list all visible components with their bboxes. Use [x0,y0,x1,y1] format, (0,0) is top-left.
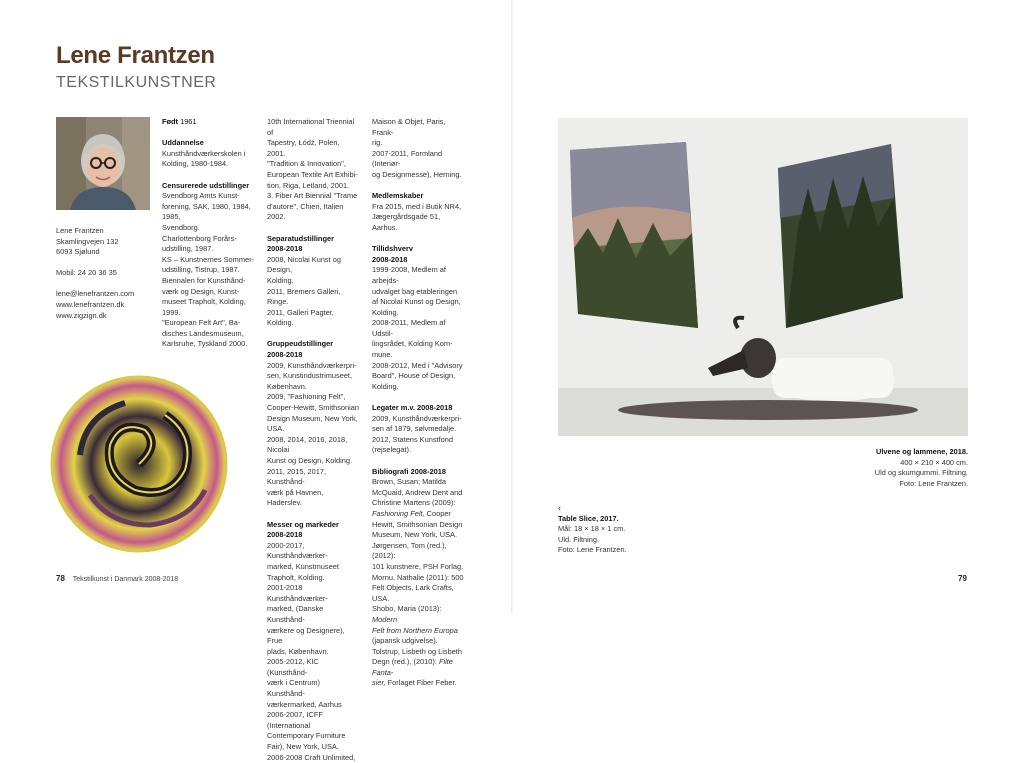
group-exhibitions-heading: Gruppeudstillinger 2008-2018 [267,339,334,360]
positions-heading: Tillidshverv 2008-2018 [372,244,413,264]
positions-text: 1999-2008, Medlem af arbejds- udvalget bag etableringen af Nicolai Kunst og Design, Kolding. 2008-2011, Medlem af Udstil- lingsrådet, Kolding Kom- mune. 2008-2012, Med i "Advisory Board", House of Design, Kolding. [372,265,463,391]
contact-block [56,226,134,321]
contact-name: Lene Frantzen [56,226,104,235]
education-text: Kunsthåndværkerskolen i Kolding, 1980-1984. [162,148,246,169]
fairs-heading: Messer og markeder 2008-2018 [267,519,339,540]
grants-text: 2009, Kunsthåndværkerpri- sen af 1879, sølvmedalje. 2012, Statens Kunstfond (rejselegat). [372,413,462,455]
table-slice-artwork [50,375,228,553]
contact-city: 6093 Sjølund [56,247,100,257]
slice-caption-title: Table Slice, 2017. [558,513,619,523]
artist-portrait [56,117,150,210]
bio-column-2 [267,117,359,763]
fairs-text: 2000-2017, Kunsthåndværker- marked, Kunstmuseet Trapholt, Kolding. 2001-2018 Kunsthåndværker- marked, (Danske Kunsthånd- værkere og Designere), Frue plads, København. 2005-2012, KIC (Kunsthånd- værk i Centrum) Kunsthånd- værkermarked, Aarhus 2006-2007, ICFF (International Contemporary Furniture Fair), New York, USA. 2006-2008 Craft Unlimited, [267,540,356,762]
memberships-text: Fra 2015, med i Butik NR4, Jægergårdsgade 51, Aarhus. [372,201,462,232]
born-line: Født 1961 [162,117,197,126]
censored-exhibitions-heading: Censurerede udstillinger [162,180,250,190]
group-exhibitions-text: 2009, Kunsthåndværkerpri- sen, Kunstindustrimuseet, København. 2009, "Fashioning Felt", Cooper-Hewitt, Smithsonian Design Museum, New York, USA. 2008, 2014, 2016, 2018, Nicolai Kunst og Design, Kolding. 2011, 2015, 2017, Kunsthånd- værk på Havnen, Haderslev. [267,360,360,508]
page-number-right: 79 [958,574,967,583]
photo-credit: FOTO [145,118,150,130]
exhibitions-continued: 10th International Triennial of Tapestry, Łódź, Polen, 2001. "Tradition & Innovation", European Textile Art Exhibi- tion, Riga, Letland, 2001. 3. Fiber Art Biennial "Trame d'autore", Chieri, Italien 2002. [267,117,358,222]
caption-arrow-icon: ‹ [558,503,561,513]
bibliography-heading: Bibliografi 2008-2018 [372,466,446,476]
bio-column-3 [372,117,464,689]
contact-email[interactable]: lene@lenefrantzen.com [56,289,135,299]
bio-column-1 [162,117,254,350]
education-heading: Uddannelse [162,138,204,148]
page-gutter [511,0,513,614]
fairs-continued: Maison & Objet, Paris, Frank- rig. 2007-2011, Formland (Interiør- og Designmesse), Herning. [372,117,462,179]
publication-title: Tekstilkunst i Danmark 2008-2018 [72,576,179,583]
contact-street: Skamlingvejen 132 [56,236,119,246]
page-number-left: 78 [56,574,65,583]
artist-profession: TEKSTILKUNSTNER [56,74,217,91]
contact-web-2[interactable]: www.zigzign.dk [56,310,107,320]
contact-phone: Mobil: 24 20 36 35 [56,268,117,278]
artist-name: Lene Frantzen [56,42,215,69]
footer-left [56,574,178,583]
slice-caption-details: Mål: 18 × 18 × 1 cm. Uld. Filtning. Foto: Lene Frantzen. [558,524,627,555]
grants-heading: Legater m.v. 2008-2018 [372,403,453,413]
main-caption-title: Ulvene og lammene, 2018. [875,447,968,456]
slice-caption [558,503,668,556]
main-photo-caption [858,447,968,489]
bibliography-text: Brown, Susan; Matilda McQuaid, Andrew Dent and Christine Martens (2009): Fashioning Felt, Cooper Hewitt, Smithsonian Design Museum, New York, USA. Jørgensen, Tom (red.), (2012): 101 kunstnere, PSH Forlag. Mornu, Nathalie (2011): 500 Felt Objects, Lark Crafts, USA. Shobo, Maria (2013): Modern Felt from Northern Europa (japansk udgivelse). Tolstrup, Lisbeth og Lisbeth Degn (red.), (2010): Filte Fanta- sier, Forlaget Fiber Feber. [372,477,464,688]
main-caption-details: 400 × 210 × 400 cm. Uld og skumgummi. Filtning. Foto: Lene Frantzen. [874,457,968,488]
censored-exhibitions-text: Svendborg Amts Kunst- forening, SAK, 1980, 1984, 1985, Svendborg. Charlottenborg Forårs- udstilling, 1987. KS – Kunstnernes Sommer- udstilling, Tistrup, 1987. Biennalen for Kunsthånd- værk og Design, Kunst- museet Trapholt, Kolding, 1999. "European Felt Art", Ba- disches Landesmuseum, Karlsruhe, Tyskland 2000. [162,191,255,349]
contact-web-1[interactable]: www.lenefrantzen.dk [56,299,125,309]
exhibition-photo [558,118,968,436]
memberships-heading: Medlemskaber [372,191,424,201]
solo-exhibitions-text: 2008, Nicolai Kunst og Design, Kolding. 2011, Bremers Galleri, Ringe. 2011, Galleri Pagter, Kolding. [267,254,341,328]
solo-exhibitions-heading: Separatudstillinger 2008-2018 [267,233,334,254]
